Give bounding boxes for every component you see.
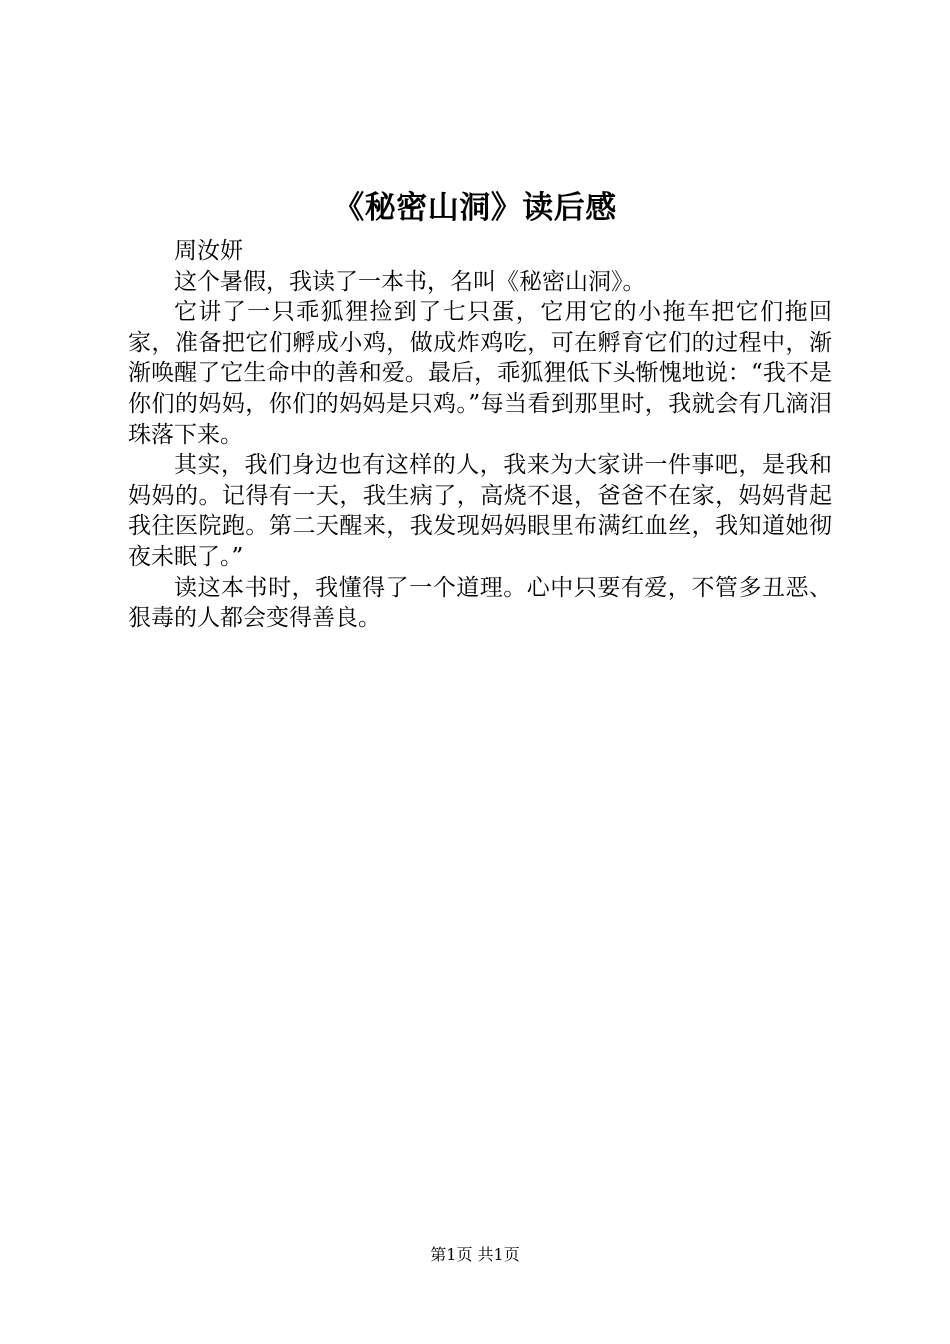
document-title: 《秘密山洞》读后感: [333, 190, 617, 226]
paragraph-3: 其实，我们身边也有这样的人，我来为大家讲一件事吧，是我和妈妈的。记得有一天，我生病了，高烧不退，爸爸不在家，妈妈背起我往医院跑。第二天醒来，我发现妈妈眼里布满红血丝，我知道她彻夜未眠了。”: [128, 452, 832, 570]
author-line: 周汝妍: [174, 238, 243, 264]
paragraph-2: 它讲了一只乖狐狸捡到了七只蛋，它用它的小拖车把它们拖回家，准备把它们孵成小鸡，做成炸鸡吃，可在孵育它们的过程中，渐渐唤醒了它生命中的善和爱。最后，乖狐狸低下头惭愧地说：“我不是你们的妈妈，你们的妈妈是只鸡。”每当看到那里时，我就会有几滴泪珠落下来。: [128, 299, 832, 448]
page-footer: 第1页 共1页: [430, 1245, 520, 1264]
document-body: [128, 236, 832, 634]
paragraph-1: 这个暑假，我读了一本书，名叫《秘密山洞》。: [174, 268, 646, 295]
paragraph-4: 读这本书时，我懂得了一个道理。心中只要有爱，不管多丑恶、狠毒的人都会变得善良。: [128, 574, 832, 632]
